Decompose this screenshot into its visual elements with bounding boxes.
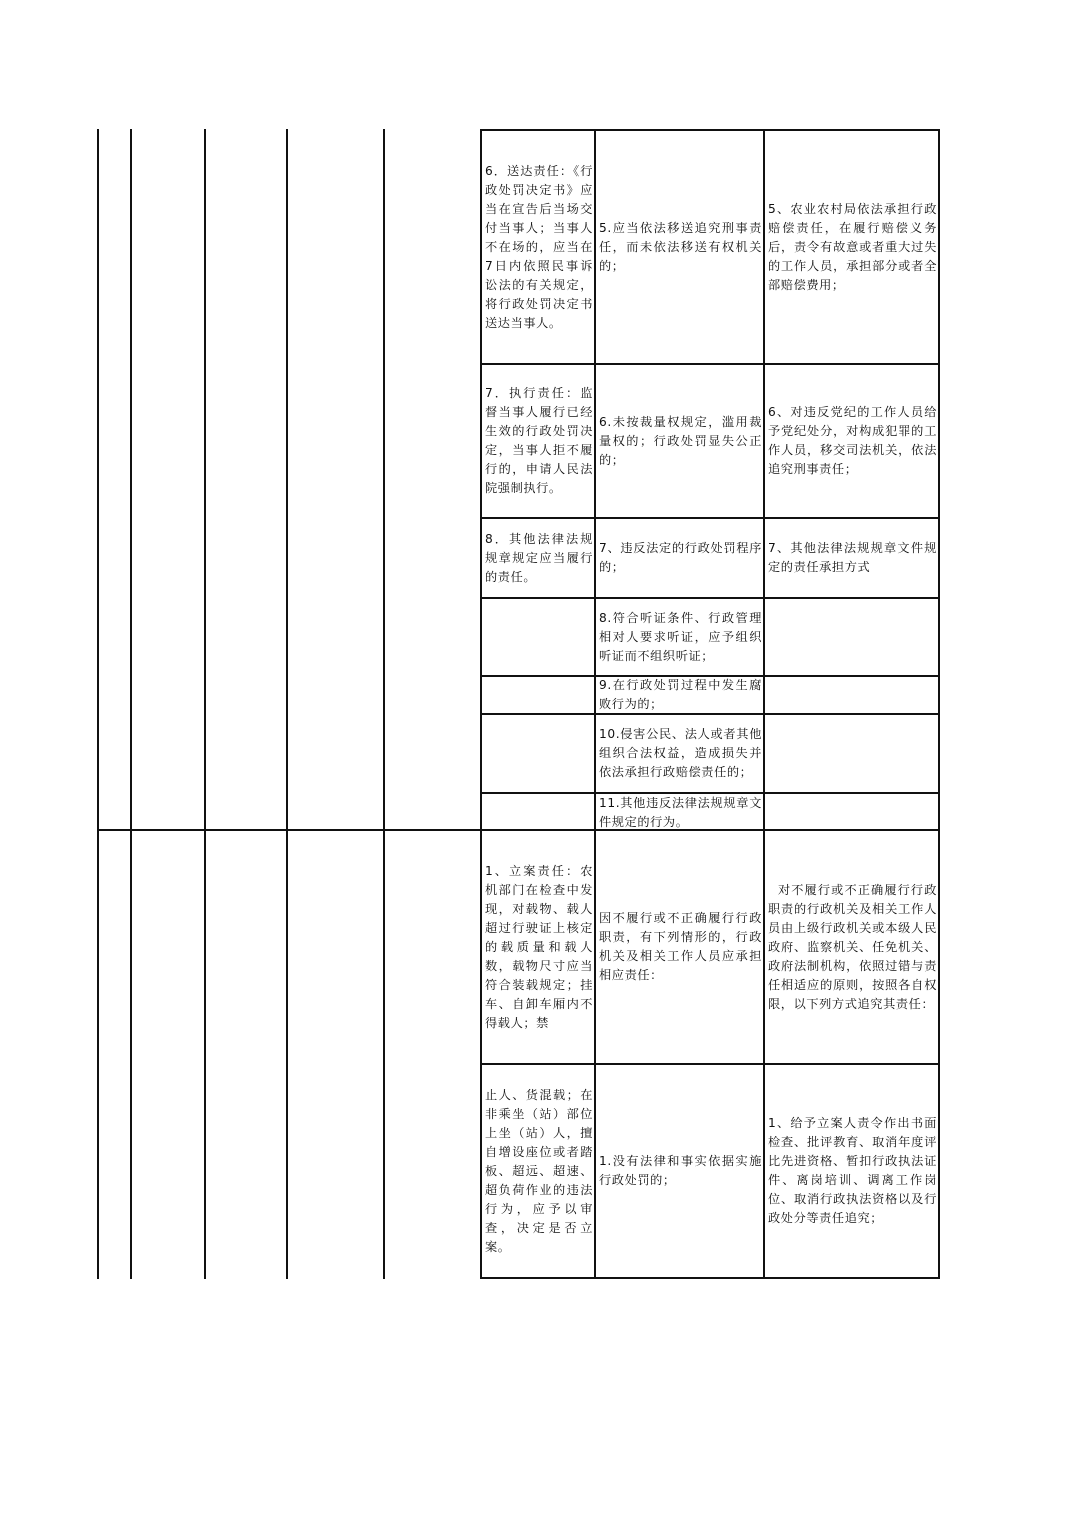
- cell-text: 10.侵害公民、法人或者其他组织合法权益，造成损失并依法承担行政赔偿责任的；: [599, 727, 762, 779]
- table-cell-circumstances: [595, 794, 764, 831]
- left-grid-line-2: [130, 129, 132, 1279]
- table-cell-circumstances: [595, 519, 764, 597]
- table-cell-circumstances: [595, 599, 764, 675]
- cell-text: 7、违反法定的行政处罚程序的；: [599, 541, 762, 574]
- table-cell-circumstances: [595, 715, 764, 792]
- table-cell-circumstances: [595, 365, 764, 517]
- table-cell-circumstances: [595, 131, 764, 363]
- cell-text: 9.在行政处罚过程中发生腐败行为的；: [599, 678, 762, 711]
- table-cell-liability: [764, 715, 939, 792]
- table-cell-circumstances: [595, 831, 764, 1063]
- cell-text: 因不履行或不正确履行行政职责，有下列情形的，行政机关及相关工作人员应承担相应责任：: [599, 911, 762, 982]
- table-cell-circumstances: [595, 1065, 764, 1277]
- table-cell-liability: [764, 677, 939, 713]
- cell-text: 11.其他违反法律法规规章文件规定的行为。: [599, 795, 762, 829]
- table-cell-steps: [481, 715, 595, 792]
- cell-text: 1.没有法律和事实依据实施行政处罚的；: [599, 1154, 762, 1187]
- left-grid-line-5: [383, 129, 385, 1279]
- cell-text: 5、农业农村局依法承担行政赔偿责任，在履行赔偿义务后，责令有故意或者重大过失的工作人员，承担部分或者全部赔偿费用；: [768, 201, 937, 292]
- table-cell-liability: [764, 794, 939, 831]
- table-cell-liability: [764, 365, 939, 517]
- cell-text: 6.未按裁量权规定，滥用裁量权的；行政处罚显失公正的；: [599, 414, 762, 467]
- left-grid-line-1: [97, 129, 99, 1279]
- table-cell-liability: [764, 1065, 939, 1277]
- table-cell-steps: [481, 677, 595, 713]
- table-cell-liability: [764, 831, 939, 1063]
- table-cell-circumstances: [595, 677, 764, 713]
- table-cell-steps: [481, 599, 595, 675]
- table-cell-liability: [764, 599, 939, 675]
- cell-text: 1、给予立案人责令作出书面检查、批评教育、取消年度评比先进资格、暂扣行政执法证件、离岗培训、调离工作岗位、取消行政执法资格以及行政处分等责任追究；: [768, 1116, 937, 1225]
- left-grid-line-3: [204, 129, 206, 1279]
- cell-text: 7．执行责任：监督当事人履行已经生效的行政处罚决定，当事人拒不履行的，申请人民法院强制执行。: [485, 386, 593, 495]
- table-cell-steps: [481, 831, 595, 1063]
- cell-text: 对不履行或不正确履行行政职责的行政机关及相关工作人员由上级行政机关或本级人民政府、监察机关、任免机关、政府法制机构，依照过错与责任相适应的原则，按照各自权限，以下列方式追究其责任：: [768, 882, 937, 1011]
- cell-text: 6．送达责任：《行政处罚决定书》应当在宣告后当场交付当事人；当事人不在场的，应当在7日内依照民事诉讼法的有关规定，将行政处罚决定书送达当事人。: [485, 163, 593, 330]
- left-grid-line-4: [286, 129, 288, 1279]
- cell-text: 7、其他法律法规规章文件规定的责任承担方式: [768, 541, 937, 574]
- table-cell-steps: [481, 519, 595, 597]
- table-cell-steps: [481, 131, 595, 363]
- cell-text: 1、立案责任：农机部门在检查中发现，对载物、载人超过行驶证上核定的载质量和载人数，载物尺寸应当符合装载规定；挂车、自卸车厢内不得载人；禁: [485, 863, 593, 1030]
- cell-text: 8．其他法律法规规章规定应当履行的责任。: [485, 531, 593, 584]
- cell-text: 5.应当依法移送追究刑事责任，而未依法移送有权机关的；: [599, 220, 762, 273]
- table-border-bottom: [480, 1277, 940, 1279]
- table-cell-steps: [481, 794, 595, 831]
- table-cell-liability: [764, 519, 939, 597]
- cell-text: 8.符合听证条件、行政管理相对人要求听证，应予组织听证而不组织听证；: [599, 610, 762, 663]
- table-cell-steps: [481, 365, 595, 517]
- table-cell-liability: [764, 131, 939, 363]
- table-cell-steps: [481, 1065, 595, 1277]
- cell-text: 止人、货混载；在非乘坐（站）部位上坐（站）人，擅自增设座位或者踏板、超远、超速、超负荷作业的违法行为，应予以审查，决定是否立案。: [485, 1087, 593, 1254]
- cell-text: 6、对违反党纪的工作人员给予党纪处分，对构成犯罪的工作人员，移交司法机关，依法追究刑事责任；: [768, 405, 937, 476]
